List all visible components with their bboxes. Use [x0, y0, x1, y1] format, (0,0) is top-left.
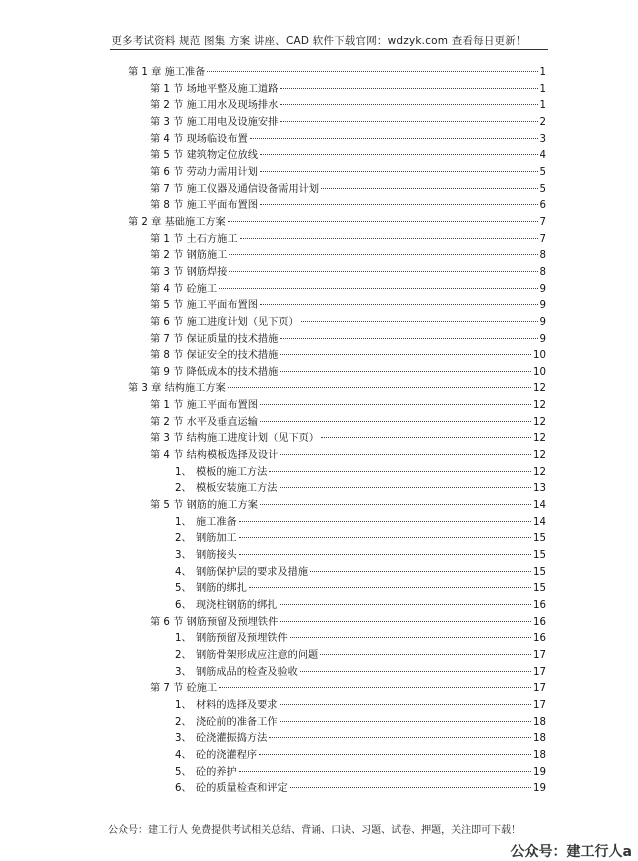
toc-item-title: 钢筋预留及预埋铁件: [196, 633, 288, 645]
toc-page-number: 12: [533, 450, 546, 462]
toc-subsection[interactable]: [0, 765, 546, 782]
toc-subsection[interactable]: [0, 648, 546, 665]
toc-label: [175, 531, 237, 548]
toc-leader-dots: [260, 421, 531, 422]
toc-item-number: 3、: [175, 666, 192, 678]
toc-leader-dots: [300, 671, 531, 672]
toc-label: 第 8 节 保证安全的技术措施: [150, 350, 279, 362]
toc-item-number: 5、: [175, 766, 192, 778]
toc-section[interactable]: [0, 498, 546, 515]
toc-section[interactable]: [0, 115, 546, 132]
toc-label: [175, 481, 278, 498]
toc-item-title: 钢筋加工: [196, 533, 237, 545]
toc-label: 第 6 节 钢筋预留及预埋铁件: [150, 616, 279, 628]
toc-section[interactable]: [0, 681, 546, 698]
toc-page-number: 12: [533, 416, 546, 428]
toc-label: 第 3 章 结构施工方案: [128, 383, 226, 395]
toc-item-title: 砼浇灌振捣方法: [196, 733, 268, 745]
toc-label: 第 3 节 施工用电及设施安排: [150, 116, 279, 128]
toc-page-number: 2: [539, 116, 546, 128]
toc-page-number: 15: [533, 550, 546, 562]
toc-page-number: 9: [539, 333, 546, 345]
header-divider: [110, 49, 548, 50]
toc-subsection[interactable]: [0, 581, 546, 598]
toc-leader-dots: [219, 288, 537, 289]
toc-item-number: 4、: [175, 749, 192, 761]
toc-item-number: 1、: [175, 699, 192, 711]
toc-subsection[interactable]: [0, 565, 546, 582]
toc-page-number: 13: [533, 483, 546, 495]
toc-leader-dots: [260, 304, 538, 305]
toc-leader-dots: [260, 154, 538, 155]
toc-page-number: 12: [533, 466, 546, 478]
toc-chapter[interactable]: [0, 215, 546, 232]
toc-section[interactable]: [0, 431, 546, 448]
toc-leader-dots: [228, 221, 538, 222]
toc-page-number: 10: [533, 350, 546, 362]
toc-leader-dots: [280, 704, 532, 705]
toc-item-number: 4、: [175, 566, 192, 578]
toc-label: 第 1 章 施工准备: [128, 67, 206, 78]
toc-subsection[interactable]: [0, 715, 546, 732]
toc-item-number: 2、: [175, 483, 192, 495]
toc-leader-dots: [260, 504, 531, 505]
toc-page-number: 8: [539, 266, 546, 278]
toc-page-number: 9: [539, 300, 546, 312]
toc-label: 第 2 节 施工用水及现场排水: [150, 100, 279, 112]
toc-page-number: 16: [533, 600, 546, 611]
toc-label: [175, 748, 257, 765]
toc-page-number: 7: [539, 233, 546, 245]
toc-subsection[interactable]: [0, 481, 546, 498]
toc-item-title: 模板安装施工方法: [196, 483, 278, 495]
toc-leader-dots: [260, 171, 538, 172]
toc-page-number: 18: [533, 749, 546, 761]
toc-section[interactable]: [0, 198, 546, 215]
toc-leader-dots: [228, 387, 531, 388]
toc-page-number: 18: [533, 733, 546, 745]
toc-leader-dots: [250, 138, 538, 139]
toc-label: 第 5 节 钢筋的施工方案: [150, 500, 258, 512]
toc-page-number: 5: [539, 183, 546, 195]
toc-page-number: 5: [539, 166, 546, 178]
toc-section[interactable]: [0, 98, 546, 115]
toc-section[interactable]: [0, 365, 546, 382]
toc-label: 第 6 节 施工进度计划（见下页）: [150, 316, 299, 328]
toc-section[interactable]: [0, 165, 546, 182]
toc-label: [175, 731, 267, 748]
toc-section[interactable]: [0, 248, 546, 265]
toc-item-title: 模板的施工方法: [196, 466, 268, 478]
toc-leader-dots: [290, 787, 531, 788]
toc-leader-dots: [240, 238, 538, 239]
toc-page-number: 12: [533, 400, 546, 412]
toc-section[interactable]: [0, 182, 546, 199]
toc-page-number: 15: [533, 583, 546, 595]
toc-label: 第 1 节 土石方施工: [150, 233, 238, 245]
toc-item-number: 2、: [175, 716, 192, 728]
toc-page-number: 16: [533, 633, 546, 645]
toc-page-number: 19: [533, 766, 546, 778]
toc-leader-dots: [320, 654, 531, 655]
toc-section[interactable]: [0, 265, 546, 282]
toc-section[interactable]: [0, 332, 546, 349]
toc-label: 第 1 节 场地平整及施工道路: [150, 83, 279, 95]
toc-label: 第 4 节 结构模板选择及设计: [150, 450, 279, 462]
toc-item-title: 材料的选择及要求: [196, 699, 278, 711]
toc-item-number: 1、: [175, 466, 192, 478]
toc-label: [175, 765, 237, 782]
toc-leader-dots: [260, 404, 531, 405]
toc-item-title: 砼的质量检查和评定: [196, 783, 288, 795]
toc-label: [175, 598, 278, 615]
toc-item-number: 6、: [175, 600, 192, 611]
toc-leader-dots: [239, 554, 531, 555]
toc-leader-dots: [280, 354, 531, 355]
toc-leader-dots: [239, 521, 531, 522]
toc-page-number: 3: [539, 133, 546, 145]
toc-page-number: 1: [539, 100, 546, 112]
toc-page-number: 12: [533, 383, 546, 395]
toc-label: [175, 715, 278, 732]
toc-item-title: 钢筋成品的检查及验收: [196, 666, 298, 678]
toc-label: 第 5 节 施工平面布置图: [150, 300, 258, 312]
toc-page-number: 1: [539, 67, 546, 78]
toc-label: [175, 631, 288, 648]
toc-item-number: 6、: [175, 783, 192, 795]
watermark: 公众号：建工行人a: [510, 844, 632, 860]
toc-leader-dots: [280, 338, 537, 339]
toc-section[interactable]: [0, 398, 546, 415]
toc-page-number: 8: [539, 250, 546, 262]
toc-leader-dots: [260, 204, 538, 205]
toc-subsection[interactable]: [0, 631, 546, 648]
toc-page-number: 17: [533, 699, 546, 711]
toc-page-number: 4: [539, 150, 546, 162]
toc-section[interactable]: [0, 132, 546, 149]
toc-chapter[interactable]: [0, 381, 546, 398]
toc-chapter[interactable]: [0, 65, 546, 82]
toc-section[interactable]: [0, 298, 546, 315]
toc-label: 第 7 节 施工仪器及通信设备需用计划: [150, 183, 320, 195]
toc-subsection[interactable]: [0, 731, 546, 748]
toc-leader-dots: [301, 321, 538, 322]
toc-page-number: 17: [533, 649, 546, 661]
page-header: 更多考试资料 规范 图集 方案 讲座、CAD 软件下载官网：wdzyk.com 查看每日更新！: [111, 35, 527, 47]
toc-page-number: 9: [539, 316, 546, 328]
toc-label: [175, 665, 298, 682]
toc-leader-dots: [239, 537, 531, 538]
toc-page-number: 19: [533, 783, 546, 795]
toc-label: [175, 565, 308, 582]
toc-item-title: 砼的养护: [196, 766, 237, 778]
toc-item-number: 3、: [175, 733, 192, 745]
toc-leader-dots: [280, 121, 537, 122]
toc-item-title: 施工准备: [196, 516, 237, 528]
toc-leader-dots: [321, 188, 538, 189]
toc-subsection[interactable]: [0, 598, 546, 615]
toc-item-title: 现浇柱钢筋的绑扎: [196, 600, 278, 611]
toc-item-title: 浇砼前的准备工作: [196, 716, 278, 728]
toc-item-number: 3、: [175, 550, 192, 562]
toc-page-number: 17: [533, 683, 546, 695]
toc-label: 第 9 节 降低成本的技术措施: [150, 366, 279, 378]
toc-page-number: 17: [533, 666, 546, 678]
toc-leader-dots: [280, 454, 531, 455]
toc-item-number: 1、: [175, 516, 192, 528]
toc-label: 第 4 节 现场临设布置: [150, 133, 248, 145]
toc-item-title: 钢筋保护层的要求及措施: [196, 566, 309, 578]
toc-label: 第 5 节 建筑物定位放线: [150, 150, 258, 162]
toc-leader-dots: [280, 621, 531, 622]
toc-subsection[interactable]: [0, 531, 546, 548]
toc-leader-dots: [290, 637, 531, 638]
toc-subsection[interactable]: [0, 515, 546, 532]
toc-label: 第 7 节 保证质量的技术措施: [150, 333, 279, 345]
toc-leader-dots: [310, 571, 531, 572]
toc-leader-dots: [280, 104, 537, 105]
toc-label: 第 3 节 钢筋焊接: [150, 266, 228, 278]
toc-item-title: 砼的浇灌程序: [196, 749, 258, 761]
toc-label: [175, 548, 237, 565]
toc-leader-dots: [280, 487, 532, 488]
toc-leader-dots: [239, 771, 531, 772]
toc-section[interactable]: [0, 348, 546, 365]
toc-page-number: 9: [539, 283, 546, 295]
toc-leader-dots: [280, 88, 537, 89]
toc-leader-dots: [280, 371, 531, 372]
toc-label: 第 2 节 钢筋施工: [150, 250, 228, 262]
toc-leader-dots: [219, 687, 531, 688]
toc-label: [175, 698, 278, 715]
toc-page-number: 7: [539, 216, 546, 228]
toc-section[interactable]: [0, 148, 546, 165]
toc-label: 第 1 节 施工平面布置图: [150, 400, 258, 412]
toc-label: 第 3 节 结构施工进度计划（见下页）: [150, 433, 320, 445]
toc-leader-dots: [249, 587, 531, 588]
toc-label: 第 4 节 砼施工: [150, 283, 218, 295]
toc-leader-dots: [269, 471, 531, 472]
toc-page-number: 1: [539, 83, 546, 95]
toc-label: [175, 465, 267, 482]
toc-leader-dots: [207, 71, 537, 72]
toc-item-title: 钢筋的绑扎: [196, 583, 247, 595]
toc-item-title: 钢筋接头: [196, 550, 237, 562]
toc-label: [175, 648, 318, 665]
toc-leader-dots: [280, 604, 532, 605]
toc-section[interactable]: [0, 615, 546, 632]
toc-label: 第 2 章 基础施工方案: [128, 216, 226, 228]
toc-label: 第 2 节 水平及垂直运输: [150, 416, 258, 428]
toc-section[interactable]: [0, 415, 546, 432]
toc-label: 第 7 节 砼施工: [150, 683, 218, 695]
toc-subsection[interactable]: [0, 698, 546, 715]
toc-item-title: 钢筋骨架形成应注意的问题: [196, 649, 319, 661]
toc-page-number: 14: [533, 516, 546, 528]
toc-section[interactable]: [0, 82, 546, 99]
toc-leader-dots: [229, 271, 537, 272]
toc-leader-dots: [229, 254, 537, 255]
toc-leader-dots: [259, 754, 531, 755]
toc-label: [175, 581, 247, 598]
toc-item-number: 2、: [175, 649, 192, 661]
toc-item-number: 2、: [175, 533, 192, 545]
page-footer: 公众号：建工行人 免费提供考试相关总结、背诵、口诀、习题、试卷、押题，关注即可下载！: [108, 825, 522, 836]
toc-page-number: 14: [533, 500, 546, 512]
toc-subsection[interactable]: [0, 665, 546, 682]
toc-leader-dots: [321, 437, 531, 438]
toc-section[interactable]: [0, 448, 546, 465]
toc-leader-dots: [280, 721, 532, 722]
toc-page-number: 15: [533, 533, 546, 545]
toc-page-number: 16: [533, 616, 546, 628]
toc-label: 第 6 节 劳动力需用计划: [150, 166, 258, 178]
toc-subsection[interactable]: [0, 748, 546, 765]
toc-label: 第 8 节 施工平面布置图: [150, 200, 258, 212]
toc-item-number: 1、: [175, 633, 192, 645]
toc-leader-dots: [269, 737, 531, 738]
toc-page-number: 15: [533, 566, 546, 578]
toc-section[interactable]: [0, 315, 546, 332]
toc-label: [175, 515, 237, 532]
toc-subsection[interactable]: [0, 465, 546, 482]
toc-subsection[interactable]: [0, 781, 546, 798]
toc-section[interactable]: [0, 282, 546, 299]
toc-subsection[interactable]: [0, 548, 546, 565]
toc-page-number: 6: [539, 200, 546, 212]
toc-label: [175, 781, 288, 798]
toc-page-number: 18: [533, 716, 546, 728]
toc-section[interactable]: [0, 232, 546, 249]
toc-item-number: 5、: [175, 583, 192, 595]
toc-page-number: 10: [533, 366, 546, 378]
table-of-contents: [0, 65, 638, 798]
toc-page-number: 12: [533, 433, 546, 445]
